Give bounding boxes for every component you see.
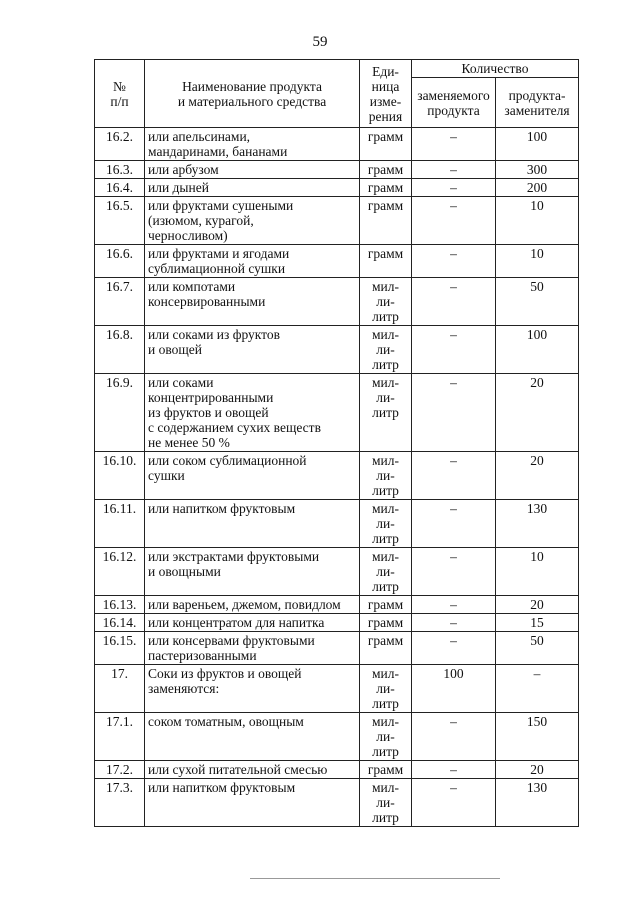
row-unit-cell: грамм xyxy=(360,245,412,278)
row-name-cell: Соки из фруктов и овощей заменяются: xyxy=(145,665,360,713)
row-replacing-qty-cell: 130 xyxy=(496,779,579,827)
row-replacing-qty-cell: 130 xyxy=(496,500,579,548)
table-row xyxy=(95,179,579,197)
row-replaced-qty-cell: – xyxy=(412,179,496,197)
table-row xyxy=(95,245,579,278)
table-row xyxy=(95,779,579,827)
row-replacing-qty-cell: 50 xyxy=(496,278,579,326)
row-replaced-qty-cell: – xyxy=(412,779,496,827)
row-replaced-qty-cell: – xyxy=(412,713,496,761)
row-replaced-qty-cell: – xyxy=(412,632,496,665)
table-row xyxy=(95,761,579,779)
row-unit-cell: мил- ли- литр xyxy=(360,374,412,452)
row-number-cell: 16.14. xyxy=(95,614,145,632)
row-unit-cell: мил- ли- литр xyxy=(360,548,412,596)
row-number-cell: 17.1. xyxy=(95,713,145,761)
page-number: 59 xyxy=(312,34,328,50)
row-replaced-qty-cell: – xyxy=(412,245,496,278)
row-name-cell: или сухой питательной смесью xyxy=(145,761,360,779)
row-unit-cell: грамм xyxy=(360,179,412,197)
row-unit-cell: мил- ли- литр xyxy=(360,713,412,761)
row-number-cell: 16.10. xyxy=(95,452,145,500)
row-unit-cell: мил- ли- литр xyxy=(360,278,412,326)
row-replacing-qty-cell: 300 xyxy=(496,161,579,179)
row-replacing-qty-cell: 20 xyxy=(496,761,579,779)
row-number-cell: 16.5. xyxy=(95,197,145,245)
table-row xyxy=(95,161,579,179)
row-number-cell: 16.6. xyxy=(95,245,145,278)
table-body xyxy=(95,128,579,827)
table-row xyxy=(95,614,579,632)
row-number-cell: 16.3. xyxy=(95,161,145,179)
row-name-cell: или вареньем, джемом, повидлом xyxy=(145,596,360,614)
row-replacing-qty-cell: 100 xyxy=(496,326,579,374)
row-replacing-qty-cell: 150 xyxy=(496,713,579,761)
row-unit-cell: грамм xyxy=(360,632,412,665)
row-replacing-qty-cell: 20 xyxy=(496,452,579,500)
table-row xyxy=(95,665,579,713)
row-name-cell: соком томатным, овощным xyxy=(145,713,360,761)
row-unit-cell: мил- ли- литр xyxy=(360,779,412,827)
row-name-cell: или соком сублимационной сушки xyxy=(145,452,360,500)
row-unit-cell: мил- ли- литр xyxy=(360,326,412,374)
row-replaced-qty-cell: – xyxy=(412,614,496,632)
table-row xyxy=(95,128,579,161)
row-name-cell: или фруктами и ягодами сублимационной сушки xyxy=(145,245,360,278)
row-unit-cell: грамм xyxy=(360,614,412,632)
row-replacing-qty-cell: 100 xyxy=(496,128,579,161)
table-row xyxy=(95,197,579,245)
row-unit-cell: мил- ли- литр xyxy=(360,500,412,548)
header-num: № п/п xyxy=(95,60,145,128)
table-row xyxy=(95,548,579,596)
row-name-cell: или соками концентрированными из фруктов и овощей с содержанием сухих веществ не менее 50 % xyxy=(145,374,360,452)
row-replacing-qty-cell: 10 xyxy=(496,548,579,596)
row-replacing-qty-cell: 50 xyxy=(496,632,579,665)
substitution-table xyxy=(94,59,579,827)
row-name-cell: или экстрактами фруктовыми и овощными xyxy=(145,548,360,596)
row-replacing-qty-cell: 20 xyxy=(496,596,579,614)
row-name-cell: или дыней xyxy=(145,179,360,197)
row-replaced-qty-cell: – xyxy=(412,500,496,548)
row-number-cell: 16.9. xyxy=(95,374,145,452)
row-number-cell: 16.12. xyxy=(95,548,145,596)
header-name: Наименование продукта и материального средства xyxy=(145,60,360,128)
row-replacing-qty-cell: 20 xyxy=(496,374,579,452)
row-unit-cell: грамм xyxy=(360,761,412,779)
row-unit-cell: грамм xyxy=(360,197,412,245)
row-name-cell: или соками из фруктов и овощей xyxy=(145,326,360,374)
row-replaced-qty-cell: – xyxy=(412,197,496,245)
table-row xyxy=(95,500,579,548)
row-number-cell: 17. xyxy=(95,665,145,713)
row-number-cell: 16.7. xyxy=(95,278,145,326)
row-replaced-qty-cell: – xyxy=(412,548,496,596)
row-name-cell: или напитком фруктовым xyxy=(145,500,360,548)
row-name-cell: или компотами консервированными xyxy=(145,278,360,326)
row-replaced-qty-cell: – xyxy=(412,596,496,614)
row-unit-cell: грамм xyxy=(360,596,412,614)
row-name-cell: или арбузом xyxy=(145,161,360,179)
row-replacing-qty-cell: – xyxy=(496,665,579,713)
table-row xyxy=(95,713,579,761)
row-unit-cell: мил- ли- литр xyxy=(360,452,412,500)
row-number-cell: 17.2. xyxy=(95,761,145,779)
table-row xyxy=(95,374,579,452)
row-number-cell: 16.13. xyxy=(95,596,145,614)
row-replaced-qty-cell: – xyxy=(412,278,496,326)
row-replacing-qty-cell: 15 xyxy=(496,614,579,632)
table-row xyxy=(95,632,579,665)
row-number-cell: 16.11. xyxy=(95,500,145,548)
table-row xyxy=(95,278,579,326)
header-quantity: Количество xyxy=(412,60,579,78)
header-unit: Еди- ница изме- рения xyxy=(360,60,412,128)
row-name-cell: или концентратом для напитка xyxy=(145,614,360,632)
row-number-cell: 16.8. xyxy=(95,326,145,374)
bottom-divider xyxy=(250,878,500,879)
row-replacing-qty-cell: 10 xyxy=(496,197,579,245)
row-replaced-qty-cell: 100 xyxy=(412,665,496,713)
row-number-cell: 16.2. xyxy=(95,128,145,161)
row-replaced-qty-cell: – xyxy=(412,128,496,161)
row-unit-cell: грамм xyxy=(360,161,412,179)
row-unit-cell: грамм xyxy=(360,128,412,161)
row-name-cell: или консервами фруктовыми пастеризованными xyxy=(145,632,360,665)
row-name-cell: или апельсинами, мандаринами, бананами xyxy=(145,128,360,161)
table-row xyxy=(95,452,579,500)
row-replaced-qty-cell: – xyxy=(412,374,496,452)
row-replaced-qty-cell: – xyxy=(412,452,496,500)
row-number-cell: 17.3. xyxy=(95,779,145,827)
row-number-cell: 16.15. xyxy=(95,632,145,665)
row-replaced-qty-cell: – xyxy=(412,761,496,779)
row-unit-cell: мил- ли- литр xyxy=(360,665,412,713)
header-replaced: заменяемого продукта xyxy=(412,78,496,128)
row-name-cell: или фруктами сушеными (изюмом, курагой, черносливом) xyxy=(145,197,360,245)
row-replacing-qty-cell: 10 xyxy=(496,245,579,278)
row-replaced-qty-cell: – xyxy=(412,161,496,179)
table-row xyxy=(95,326,579,374)
row-number-cell: 16.4. xyxy=(95,179,145,197)
row-name-cell: или напитком фруктовым xyxy=(145,779,360,827)
header-replacing: продукта- заменителя xyxy=(496,78,579,128)
table-row xyxy=(95,596,579,614)
row-replacing-qty-cell: 200 xyxy=(496,179,579,197)
row-replaced-qty-cell: – xyxy=(412,326,496,374)
